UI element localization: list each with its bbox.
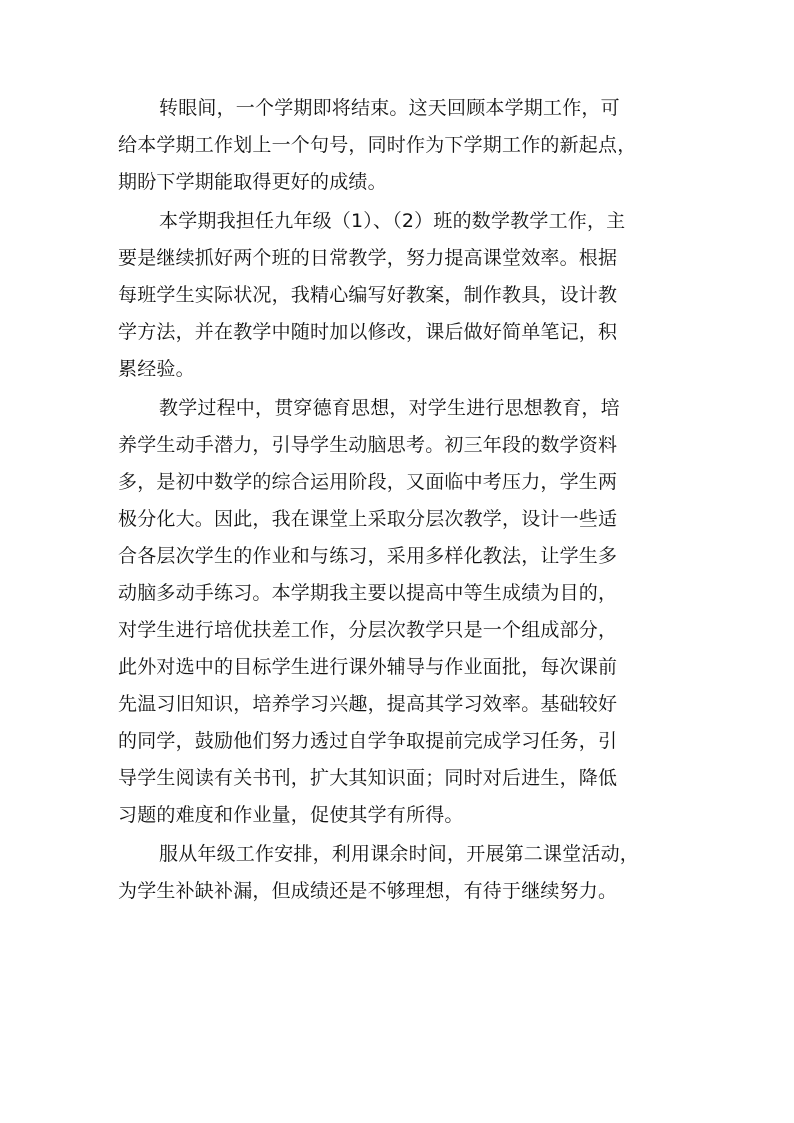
paragraph-3-line-7: 对学生进行培优扶差工作，分层次教学只是一个组成部分， bbox=[118, 619, 618, 641]
paragraph-4 bbox=[118, 836, 678, 910]
paragraph-1 bbox=[118, 90, 678, 201]
paragraph-3-line-9: 先温习旧知识，培养学习兴趣，提高其学习效率。基础较好 bbox=[118, 693, 618, 715]
paragraph-1-line-3: 期盼下学期能取得更好的成绩。 bbox=[118, 171, 387, 193]
paragraph-3-line-2: 养学生动手潜力，引导学生动脑思考。初三年段的数学资料 bbox=[118, 434, 618, 456]
paragraph-2-line-1: 本学期我担任九年级（1）、（2）班的数学教学工作，主 bbox=[159, 210, 626, 232]
paragraph-3-line-4: 极分化大。因此，我在课堂上采取分层次教学，设计一些适 bbox=[118, 508, 618, 530]
paragraph-3-line-8: 此外对选中的目标学生进行课外辅导与作业面批，每次课前 bbox=[118, 656, 618, 678]
paragraph-2-line-2: 要是继续抓好两个班的日常教学，努力提高课堂效率。根据 bbox=[118, 247, 618, 269]
paragraph-2-line-5: 累经验。 bbox=[118, 358, 195, 380]
paragraph-3-line-11: 导学生阅读有关书刊，扩大其知识面；同时对后进生，降低 bbox=[118, 767, 618, 789]
paragraph-3-line-6: 动脑多动手练习。本学期我主要以提高中等生成绩为目的， bbox=[118, 582, 618, 604]
document-body bbox=[118, 90, 678, 910]
paragraph-2-line-4: 学方法，并在教学中随时加以修改，课后做好简单笔记，积 bbox=[118, 321, 618, 343]
paragraph-3 bbox=[118, 390, 678, 834]
paragraph-2-line-3: 每班学生实际状况，我精心编写好教案，制作教具，设计教 bbox=[118, 284, 618, 306]
paragraph-3-line-12: 习题的难度和作业量，促使其学有所得。 bbox=[118, 804, 464, 826]
paragraph-2 bbox=[118, 203, 678, 388]
paragraph-3-line-5: 合各层次学生的作业和与练习，采用多样化教法，让学生多 bbox=[118, 545, 618, 567]
paragraph-4-line-2: 为学生补缺补漏，但成绩还是不够理想，有待于继续努力。 bbox=[118, 880, 618, 902]
paragraph-4-line-1: 服从年级工作安排，利用课余时间，开展第二课堂活动， bbox=[159, 843, 640, 865]
paragraph-1-line-2: 给本学期工作划上一个句号，同时作为下学期工作的新起点， bbox=[118, 134, 637, 156]
paragraph-1-line-1: 转眼间，一个学期即将结束。这天回顾本学期工作，可 bbox=[159, 97, 620, 119]
paragraph-3-line-3: 多，是初中数学的综合运用阶段，又面临中考压力，学生两 bbox=[118, 471, 618, 493]
paragraph-3-line-10: 的同学，鼓励他们努力透过自学争取提前完成学习任务，引 bbox=[118, 730, 618, 752]
paragraph-3-line-1: 教学过程中，贯穿德育思想，对学生进行思想教育，培 bbox=[159, 397, 620, 419]
